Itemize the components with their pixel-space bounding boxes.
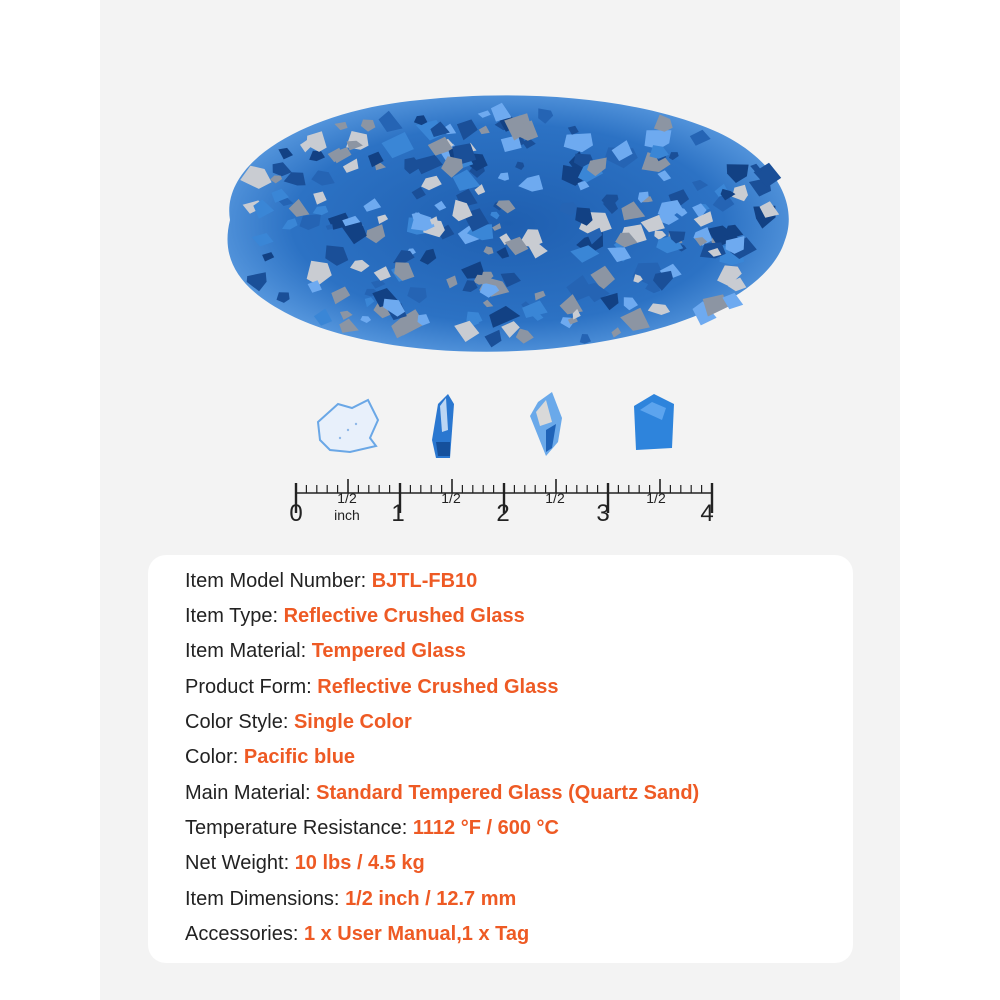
- spec-row-model-number: [185, 569, 477, 593]
- ruler-half-label-1: [334, 490, 360, 524]
- spec-label: Color Style:: [185, 711, 294, 733]
- spec-value: Reflective Crushed Glass: [283, 605, 525, 627]
- glass-piece-samples: [290, 390, 730, 460]
- ruler-half-label-2: [441, 490, 460, 507]
- ruler-number-1: 1: [391, 500, 405, 527]
- spec-row-item-material: [185, 639, 466, 663]
- spec-label: Net Weight:: [185, 852, 295, 874]
- glass-piece-mirror: [530, 392, 562, 456]
- specifications-card: [148, 555, 853, 963]
- spec-label: Item Dimensions:: [185, 888, 346, 910]
- glass-piece-clear: [318, 400, 378, 452]
- spec-label: Temperature Resistance:: [185, 817, 413, 839]
- spec-value: Reflective Crushed Glass: [317, 676, 559, 698]
- ruler-number-4: 4: [700, 500, 714, 527]
- spec-row-color-style: [185, 710, 412, 734]
- spec-label: Item Model Number:: [185, 570, 372, 592]
- spec-value: 1/2 inch / 12.7 mm: [345, 888, 517, 910]
- spec-label: Color:: [185, 746, 244, 768]
- spec-row-main-material: [185, 781, 699, 805]
- spec-label: Item Type:: [185, 605, 284, 627]
- crushed-glass-pile-image: [190, 70, 810, 370]
- ruler-number-0: 0: [289, 500, 303, 527]
- spec-row-net-weight: [185, 851, 425, 875]
- spec-value: Single Color: [293, 711, 412, 733]
- spec-row-accessories: [185, 922, 529, 946]
- ruler-half-text: 1/2: [337, 490, 357, 506]
- spec-value: 1112 °F / 600 °C: [412, 817, 559, 839]
- spec-value: Pacific blue: [243, 746, 356, 768]
- ruler-number-3: 3: [596, 500, 610, 527]
- ruler-unit-label: inch: [334, 507, 360, 523]
- spec-value: 10 lbs / 4.5 kg: [294, 852, 425, 874]
- ruler-half-text: 1/2: [646, 490, 666, 506]
- ruler-half-text: 1/2: [441, 490, 461, 506]
- spec-label: Main Material:: [185, 782, 317, 804]
- spec-label: Accessories:: [185, 923, 304, 945]
- spec-label: Item Material:: [185, 640, 312, 662]
- spec-row-temperature-resistance: [185, 816, 559, 840]
- spec-row-product-form: [185, 675, 558, 699]
- spec-label: Product Form:: [185, 676, 318, 698]
- glass-piece-blue: [634, 394, 674, 450]
- ruler-number-2: 2: [496, 500, 510, 527]
- spec-value: Standard Tempered Glass (Quartz Sand): [316, 782, 700, 804]
- ruler-half-label-4: [646, 490, 665, 507]
- ruler-half-text: 1/2: [545, 490, 565, 506]
- spec-value: BJTL-FB10: [371, 570, 478, 592]
- spec-value: Tempered Glass: [311, 640, 466, 662]
- glass-piece-tall: [432, 394, 454, 458]
- spec-row-color: [185, 745, 355, 769]
- spec-value: 1 x User Manual,1 x Tag: [303, 923, 530, 945]
- spec-row-item-type: [185, 604, 525, 628]
- spec-row-item-dimensions: [185, 887, 516, 911]
- ruler-half-label-3: [545, 490, 564, 507]
